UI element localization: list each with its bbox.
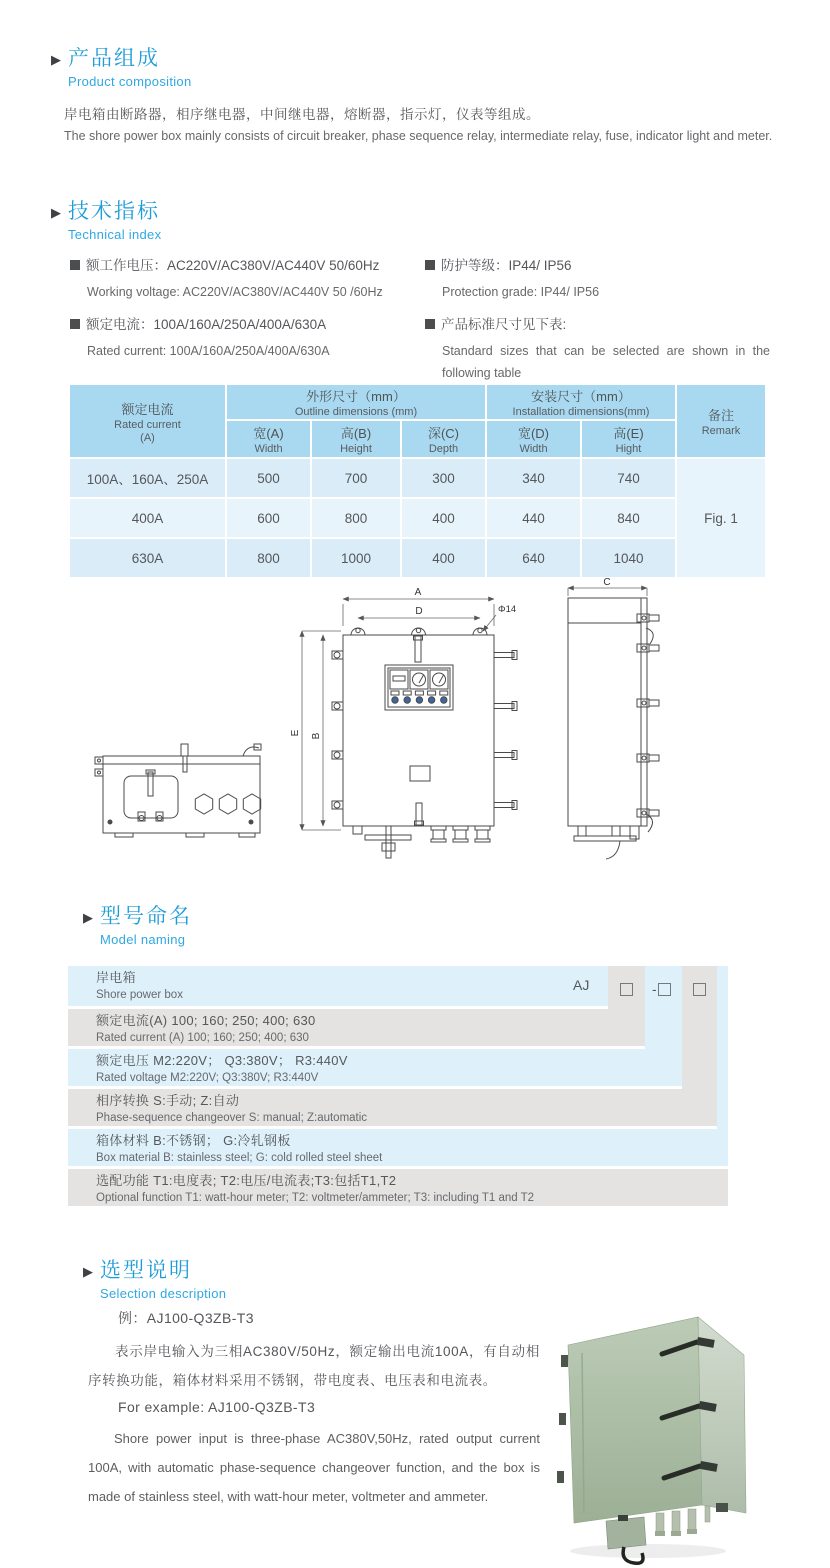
tech-item-zh: 防护等级：IP44/ IP56	[441, 258, 572, 273]
model-naming-diagram	[68, 966, 728, 1206]
selection-text-block	[88, 1308, 540, 1511]
dimension-table	[68, 383, 767, 579]
selection-body-zh: 表示岸电输入为三相AC380V/50Hz，额定输出电流100A，有自动相序转换功能，箱体材料采用不锈钢，带电度表、电压表和电流表。	[88, 1344, 540, 1388]
bottom-view-drawing	[95, 744, 261, 837]
col-header-installation: 安装尺寸（mm） Installation dimensions(mm)	[486, 384, 676, 420]
cabinet-side-face	[698, 1317, 746, 1513]
tech-index-left-column	[70, 254, 422, 373]
tech-item-en: Rated current: 100A/160A/250A/400A/630A	[87, 344, 330, 359]
naming-row-optional-function: 选配功能 T1:电度表; T2:电压/电流表;T3:包括T1,T2 Optional function T1: watt-hour meter; T2: voltmeter/ammeter; T3: including T1 and T2	[68, 1169, 728, 1206]
col-header-outline: 外形尺寸（mm） Outline dimensions (mm)	[226, 384, 486, 420]
section-model-naming-heading	[83, 905, 192, 948]
section-arrow-icon: ▶	[51, 52, 61, 67]
model-code-prefix: AJ	[573, 977, 590, 993]
section-selection-description-heading	[83, 1259, 227, 1302]
selection-example-en: For example: AJ100-Q3ZB-T3	[118, 1399, 316, 1415]
section-title-en: Selection description	[100, 1286, 227, 1302]
dim-label-D: D	[415, 606, 423, 617]
tech-item-working-voltage	[70, 254, 422, 303]
dim-label-phi14: Φ14	[498, 604, 517, 615]
square-bullet-icon	[70, 260, 80, 270]
dim-label-A: A	[414, 587, 422, 598]
product-photo-shore-power-box	[548, 1293, 803, 1565]
col-header-remark: 备注 Remark	[676, 384, 766, 458]
subheader-width-d: 宽(D) Width	[486, 420, 581, 458]
section-title-en: Model naming	[100, 932, 186, 948]
section-arrow-icon: ▶	[83, 1264, 93, 1279]
section-title-zh: 产品组成	[68, 47, 160, 70]
dimension-lines	[302, 588, 647, 830]
subheader-height-b: 高(B) Height	[311, 420, 401, 458]
section-title-en: Technical index	[68, 227, 162, 243]
subheader-width-a: 宽(A) Width	[226, 420, 311, 458]
meter-panel-drawing	[385, 665, 453, 710]
section-title-zh: 技术指标	[68, 200, 160, 223]
selection-example-zh: 例：AJ100-Q3ZB-T3	[118, 1310, 254, 1326]
tech-item-zh: 额定电流：100A/160A/250A/400A/630A	[86, 317, 327, 333]
tech-item-en: Protection grade: IP44/ IP56	[442, 285, 600, 299]
table-row: 100A、160A、250A 500 700 300 340 740 Fig. 1	[69, 458, 766, 498]
dim-label-B: B	[311, 732, 322, 740]
naming-row-rated-current: 额定电流(A) 100; 160; 250; 400; 630 Rated current (A) 100; 160; 250; 400; 630	[68, 1009, 645, 1046]
placeholder-box-icon	[693, 983, 706, 996]
naming-row-phase-sequence: 相序转换 S:手动; Z:自动 Phase-sequence changeover S: manual; Z:automatic	[68, 1089, 717, 1126]
section-product-composition-heading	[51, 47, 192, 90]
section-technical-index-heading	[51, 200, 162, 243]
remark-value: Fig. 1	[676, 458, 766, 578]
door-hinges	[557, 1355, 568, 1483]
section-title-en: Product composition	[68, 74, 192, 90]
naming-column-current	[608, 966, 645, 1046]
section-title-zh: 选型说明	[100, 1259, 192, 1282]
tech-item-zh: 额工作电压：AC220V/AC380V/AC440V 50/60Hz	[86, 258, 380, 273]
selection-body-en: Shore power input is three-phase AC380V,50Hz, rated output current 100A, with automatic phase-sequence changeover function, and the box is made of stainless steel, with watt-hour meter, voltmeter and ammeter.	[88, 1431, 540, 1504]
cabinet-shadow	[570, 1544, 726, 1558]
naming-column-material	[717, 966, 728, 1166]
front-view-drawing	[332, 628, 517, 858]
section-title-zh: 型号命名	[100, 905, 192, 928]
composition-body-zh: 岸电箱由断路器，相序继电器，中间继电器，熔断器，指示灯，仪表等组成。	[64, 107, 540, 122]
side-view-drawing	[568, 598, 659, 859]
model-code-box-2: -	[652, 980, 671, 997]
tech-index-right-column	[425, 254, 770, 394]
tech-item-zh: 产品标准尺寸见下表:	[441, 317, 567, 333]
composition-body-en: The shore power box mainly consists of circuit breaker, phase sequence relay, intermediate relay, fuse, indicator light and meter.	[64, 129, 773, 143]
section-arrow-icon: ▶	[83, 910, 93, 925]
naming-row-box-material: 箱体材料 B:不锈钢； G:冷轧钢板 Box material B: stainless steel; G: cold rolled steel sheet	[68, 1129, 728, 1166]
subheader-hight-e: 高(E) Hight	[581, 420, 676, 458]
dim-label-C: C	[603, 578, 611, 588]
tech-item-rated-current	[70, 313, 422, 362]
tech-item-en: Working voltage: AC220V/AC380V/AC440V 50 /60Hz	[87, 285, 383, 299]
table-row: 400A 600 800 400 440 840	[69, 498, 766, 538]
square-bullet-icon	[425, 260, 435, 270]
tech-item-protection-grade	[425, 254, 770, 303]
naming-row-rated-voltage: 额定电压 M2:220V； Q3:380V； R3:440V Rated voltage M2:220V; Q3:380V; R3:440V	[68, 1049, 682, 1086]
model-code-box-3	[693, 980, 706, 996]
model-code-box-1	[620, 980, 633, 996]
dim-label-E: E	[290, 729, 301, 737]
square-bullet-icon	[425, 319, 435, 329]
table-row: 630A 800 1000 400 640 1040	[69, 538, 766, 578]
naming-row-shore-power-box: 岸电箱 Shore power box	[68, 966, 608, 1006]
tech-item-en: Standard sizes that can be selected are shown in the following table	[442, 344, 770, 380]
subheader-depth-c: 深(C) Depth	[401, 420, 486, 458]
placeholder-box-icon	[658, 983, 671, 996]
placeholder-box-icon	[620, 983, 633, 996]
col-header-rated-current: 额定电流 Rated current (A)	[69, 384, 226, 458]
technical-drawing-figure	[60, 578, 770, 883]
tech-item-standard-sizes	[425, 313, 770, 384]
section-arrow-icon: ▶	[51, 205, 61, 220]
square-bullet-icon	[70, 319, 80, 329]
